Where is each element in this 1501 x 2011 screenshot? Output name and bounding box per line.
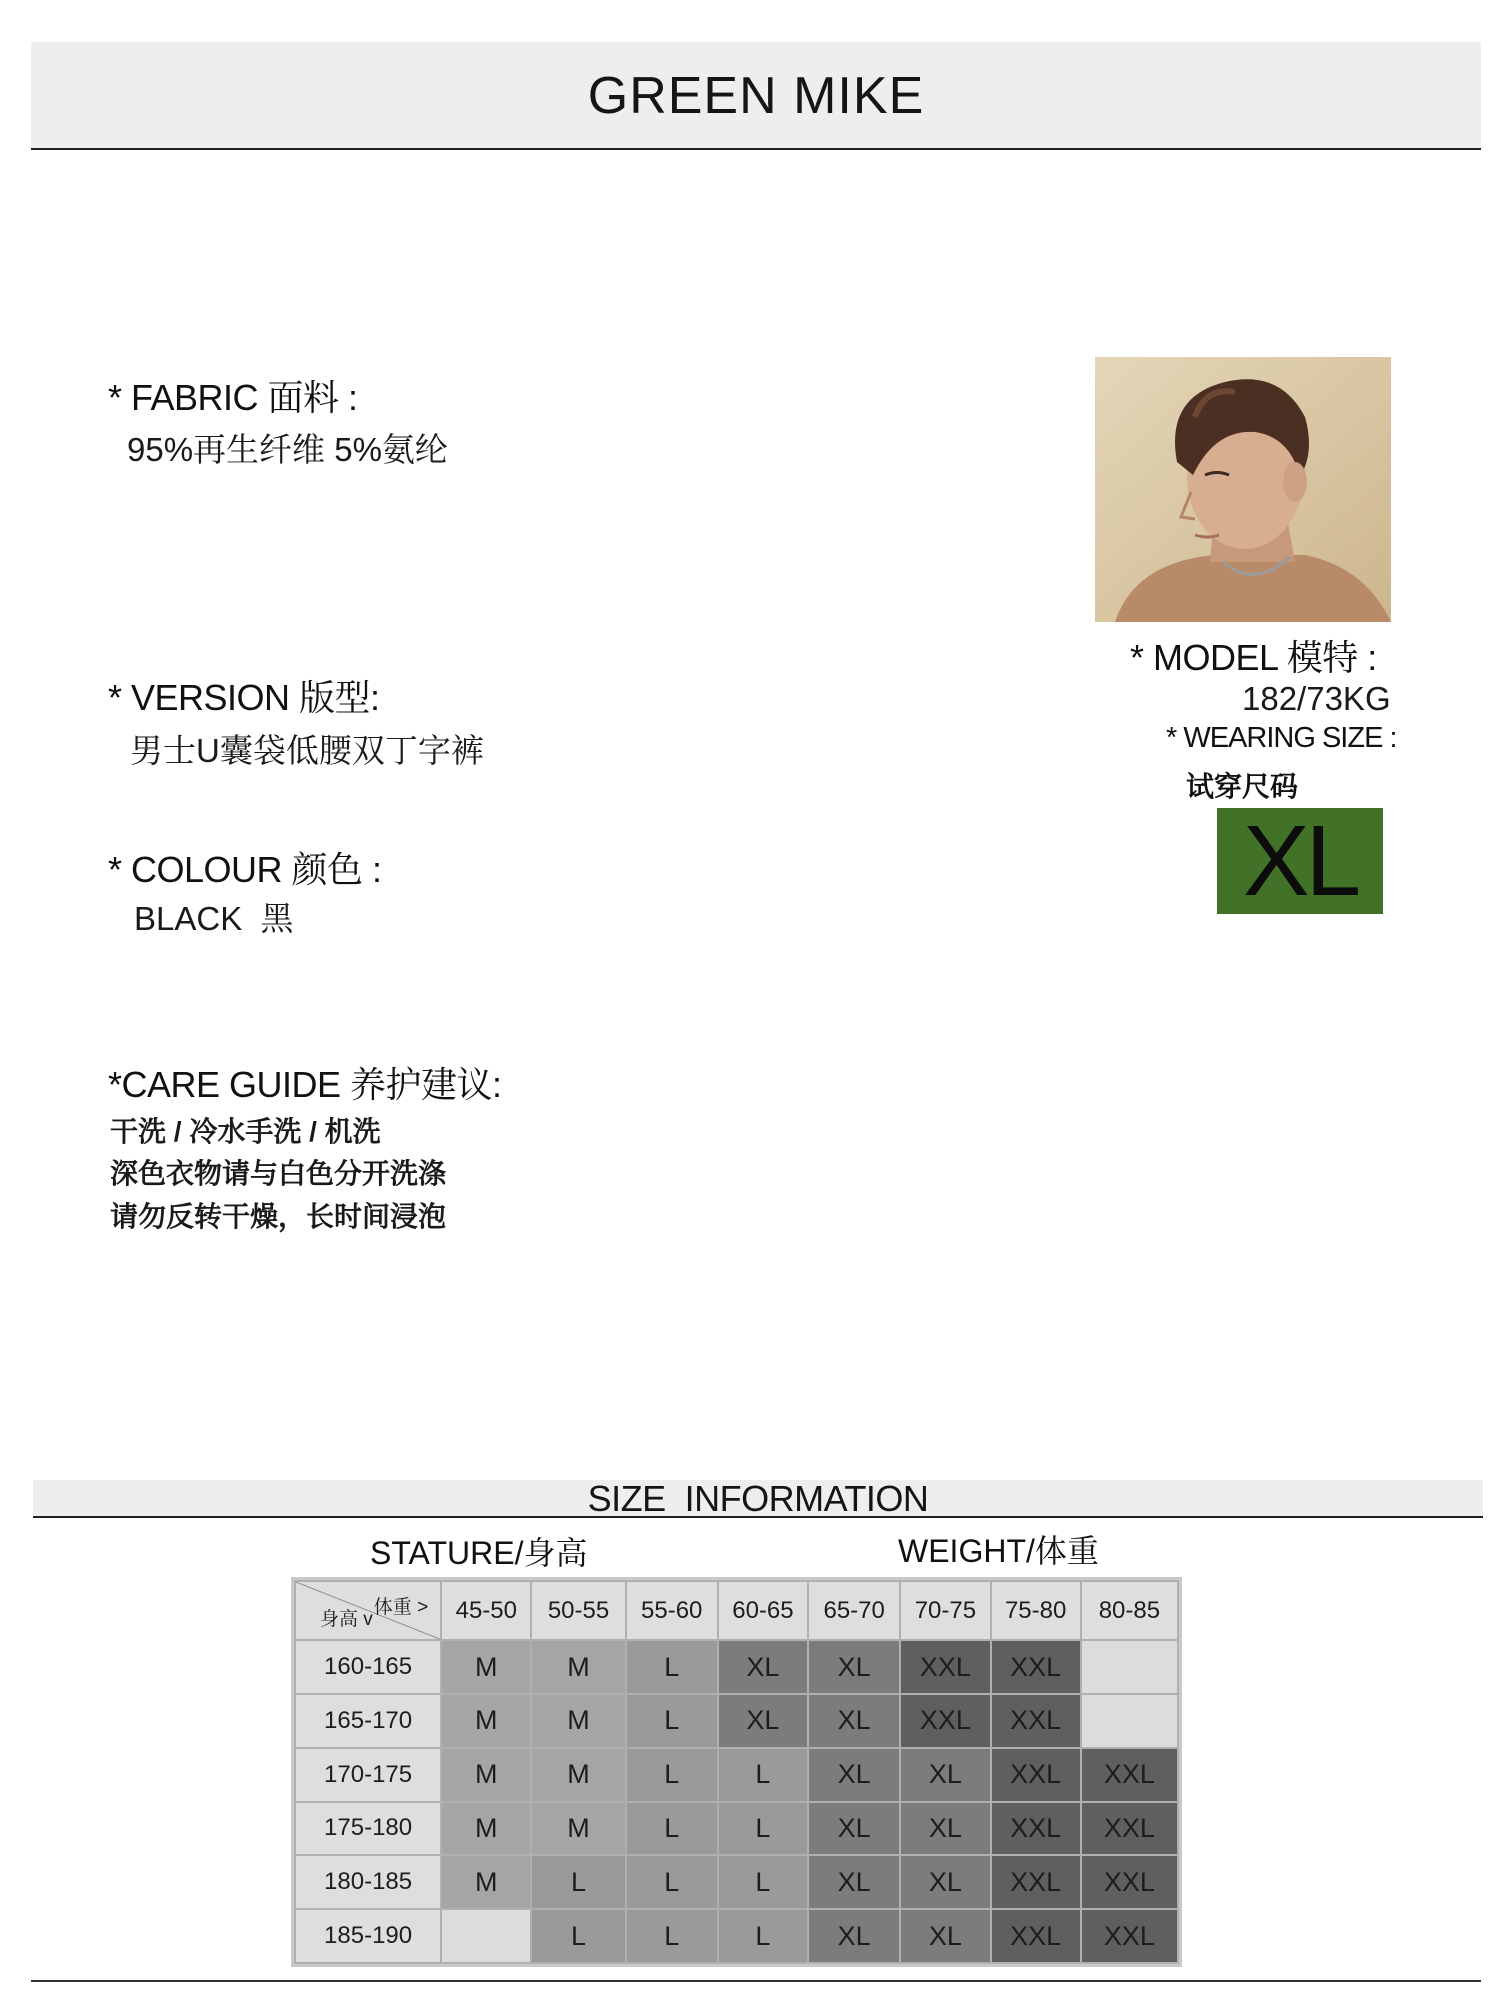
size-cell: M — [441, 1748, 531, 1802]
size-info-title: SIZE INFORMATION — [587, 1478, 929, 1519]
size-cell: XL — [808, 1640, 900, 1694]
size-table-header-row — [295, 1581, 1178, 1640]
size-cell: L — [626, 1748, 718, 1802]
wearing-size-badge — [1217, 805, 1383, 917]
size-cell: M — [531, 1640, 625, 1694]
size-cell: M — [531, 1802, 625, 1856]
brand-header — [31, 42, 1481, 150]
size-cell: L — [718, 1909, 808, 1963]
version-label: * VERSION 版型: — [108, 677, 380, 718]
weight-label: WEIGHT/体重 — [898, 1533, 1099, 1569]
size-table-row — [295, 1694, 1178, 1748]
size-cell: XXL — [991, 1855, 1081, 1909]
size-cell: XL — [808, 1748, 900, 1802]
size-cell: XL — [900, 1909, 990, 1963]
size-cell: XXL — [991, 1802, 1081, 1856]
stature-label: STATURE/身高 — [370, 1535, 588, 1571]
version-value: 男士U囊袋低腰双丁字裤 — [130, 732, 484, 769]
size-cell: M — [441, 1694, 531, 1748]
size-table-row — [295, 1640, 1178, 1694]
size-table-row — [295, 1855, 1178, 1909]
care-line: 干洗 / 冷水手洗 / 机洗 — [110, 1116, 381, 1147]
height-header-cell: 170-175 — [295, 1748, 441, 1802]
height-header-cell: 180-185 — [295, 1855, 441, 1909]
size-cell: L — [626, 1694, 718, 1748]
weight-header-cell: 60-65 — [718, 1581, 808, 1640]
height-header-cell: 165-170 — [295, 1694, 441, 1748]
size-cell: L — [718, 1802, 808, 1856]
size-cell: M — [531, 1694, 625, 1748]
colour-label: * COLOUR 颜色 : — [108, 849, 382, 890]
colour-value: BLACK 黑 — [134, 900, 294, 937]
size-info-band — [33, 1480, 1483, 1518]
model-stats: 182/73KG — [1242, 680, 1391, 717]
size-cell: XL — [900, 1855, 990, 1909]
brand-title: GREEN MIKE — [587, 67, 925, 125]
size-cell: XL — [808, 1855, 900, 1909]
size-cell: XXL — [900, 1694, 990, 1748]
size-cell: XXL — [991, 1640, 1081, 1694]
size-cell: XL — [718, 1694, 808, 1748]
size-cell: XXL — [991, 1748, 1081, 1802]
size-table-row — [295, 1748, 1178, 1802]
size-cell: XXL — [1081, 1802, 1178, 1856]
corner-weight-label: 体重 > — [373, 1597, 429, 1618]
bottom-divider — [31, 1980, 1481, 1982]
size-cell: M — [531, 1748, 625, 1802]
size-cell: L — [531, 1909, 625, 1963]
size-cell — [441, 1909, 531, 1963]
size-cell: M — [441, 1640, 531, 1694]
size-cell: M — [441, 1855, 531, 1909]
care-guide-label: *CARE GUIDE 养护建议: — [108, 1064, 502, 1105]
size-cell: L — [626, 1640, 718, 1694]
weight-header-cell: 75-80 — [991, 1581, 1081, 1640]
size-cell: L — [531, 1855, 625, 1909]
size-cell: XL — [900, 1748, 990, 1802]
size-cell: L — [626, 1855, 718, 1909]
size-cell: XL — [900, 1802, 990, 1856]
weight-header-cell: 45-50 — [441, 1581, 531, 1640]
fabric-label: * FABRIC 面料 : — [108, 377, 358, 418]
height-header-cell: 185-190 — [295, 1909, 441, 1963]
weight-header-cell: 80-85 — [1081, 1581, 1178, 1640]
weight-header-cell: 65-70 — [808, 1581, 900, 1640]
corner-height-label: 身高 v — [320, 1609, 373, 1631]
size-cell: XXL — [1081, 1855, 1178, 1909]
wearing-size-sub: 试穿尺码 — [1186, 771, 1299, 802]
weight-header-cell: 70-75 — [900, 1581, 990, 1640]
height-header-cell: 175-180 — [295, 1802, 441, 1856]
size-cell: XXL — [1081, 1748, 1178, 1802]
wearing-size-value: XL — [1242, 805, 1358, 917]
size-cell: XL — [808, 1802, 900, 1856]
height-header-cell: 160-165 — [295, 1640, 441, 1694]
size-cell: XXL — [1081, 1909, 1178, 1963]
size-cell — [1081, 1694, 1178, 1748]
fabric-value: 95%再生纤维 5%氨纶 — [127, 431, 448, 468]
size-cell: L — [718, 1748, 808, 1802]
size-cell: L — [718, 1855, 808, 1909]
care-line: 请勿反转干燥，长时间浸泡 — [110, 1201, 447, 1232]
size-cell: XL — [808, 1694, 900, 1748]
weight-header-cell: 50-55 — [531, 1581, 625, 1640]
model-photo — [1095, 357, 1391, 622]
care-line: 深色衣物请与白色分开洗涤 — [110, 1158, 447, 1189]
size-cell: M — [441, 1802, 531, 1856]
wearing-size-label: * WEARING SIZE : — [1166, 722, 1397, 754]
size-cell: XXL — [900, 1640, 990, 1694]
size-table-row — [295, 1909, 1178, 1963]
size-cell: L — [626, 1802, 718, 1856]
weight-header-cell: 55-60 — [626, 1581, 718, 1640]
size-cell: L — [626, 1909, 718, 1963]
size-cell — [1081, 1640, 1178, 1694]
model-label: * MODEL 模特 : — [1130, 637, 1377, 678]
size-table-row — [295, 1802, 1178, 1856]
size-table-corner — [295, 1581, 441, 1640]
size-cell: XXL — [991, 1909, 1081, 1963]
size-cell: XL — [808, 1909, 900, 1963]
size-chart-table — [291, 1577, 1182, 1967]
size-cell: XL — [718, 1640, 808, 1694]
size-cell: XXL — [991, 1694, 1081, 1748]
